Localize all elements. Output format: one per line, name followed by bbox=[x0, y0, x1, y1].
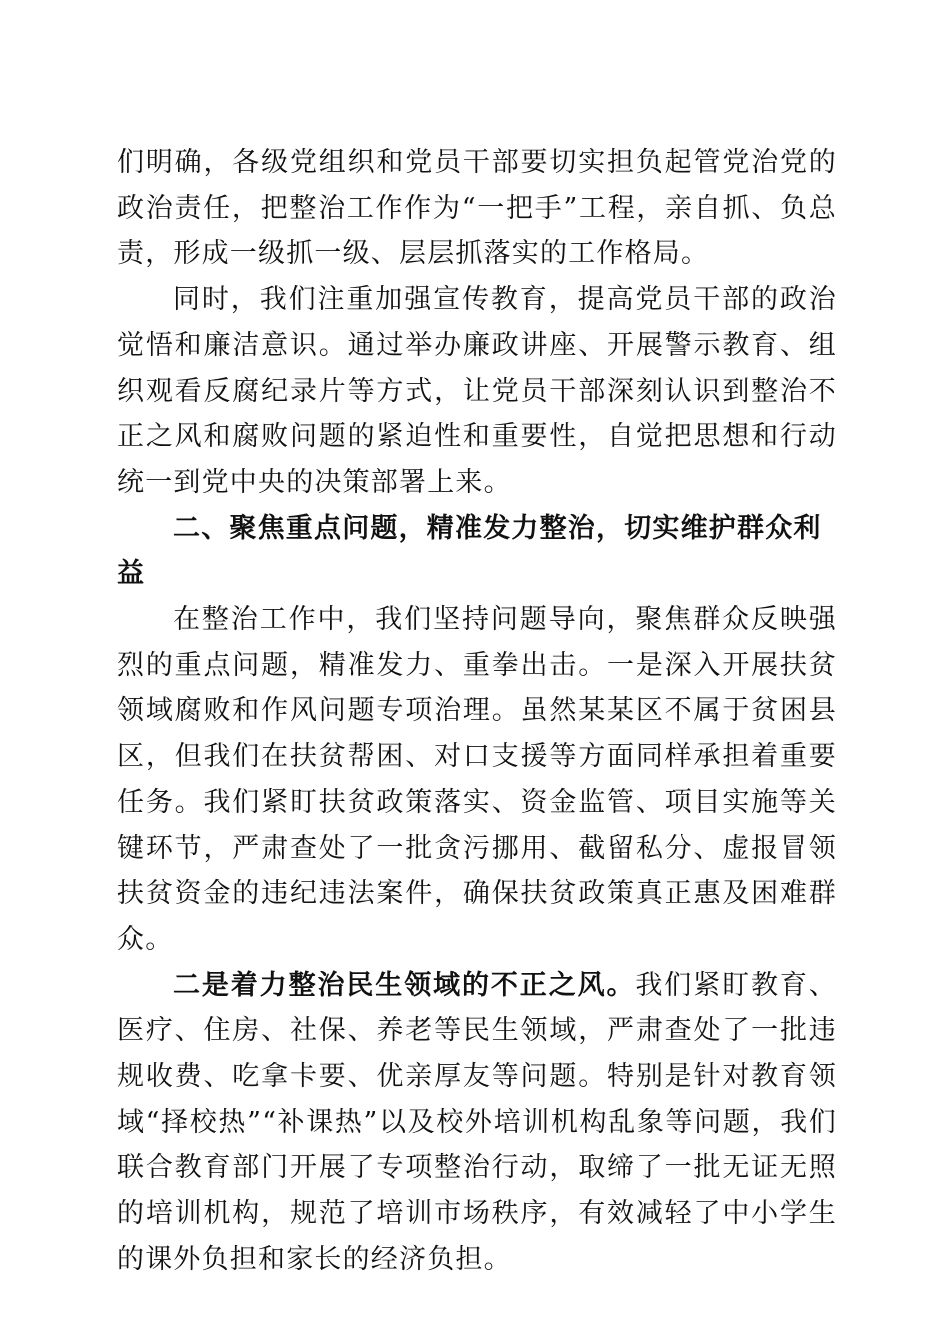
paragraph-poverty-alleviation: 在整治工作中，我们坚持问题导向，聚焦群众反映强烈的重点问题，精准发力、重拳出击。一是深入开展扶贫领域腐败和作风问题专项治理。虽然某某区不属于贫困县区，但我们在扶贫帮困、对口支援等方面同样承担着重要任务。我们紧盯扶贫政策落实、资金监管、项目实施等关键环节，严肃查处了一批贪污挪用、截留私分、虚报冒领扶贫资金的违纪违法案件，确保扶贫政策真正惠及困难群众。 bbox=[117, 604, 837, 955]
document-body bbox=[117, 140, 837, 1283]
paragraph-continuation: 们明确，各级党组织和党员干部要切实担负起管党治党的政治责任，把整治工作作为“一把手”工程，亲自抓、负总责，形成一级抓一级、层层抓落实的工作格局。 bbox=[117, 147, 837, 270]
paragraph-lead-phrase: 二是着力整治民生领域的不正之风。 bbox=[173, 969, 636, 1001]
paragraph-livelihood bbox=[117, 963, 837, 1283]
section-heading-2: 二、聚焦重点问题，精准发力整治，切实维护群众利益 bbox=[117, 512, 822, 590]
paragraph-publicity-education: 同时，我们注重加强宣传教育，提高党员干部的政治觉悟和廉洁意识。通过举办廉政讲座、开展警示教育、组织观看反腐纪录片等方式，让党员干部深刻认识到整治不正之风和腐败问题的紧迫性和重要性，自觉把思想和行动统一到党中央的决策部署上来。 bbox=[117, 284, 837, 498]
paragraph-livelihood-text: 我们紧盯教育、医疗、住房、社保、养老等民生领域，严肃查处了一批违规收费、吃拿卡要、优亲厚友等问题。特别是针对教育领域“择校热”“补课热”以及校外培训机构乱象等问题，我们联合教育部门开展了专项整治行动，取缔了一批无证无照的培训机构，规范了培训市场秩序，有效减轻了中小学生的课外负担和家长的经济负担。 bbox=[117, 969, 838, 1275]
